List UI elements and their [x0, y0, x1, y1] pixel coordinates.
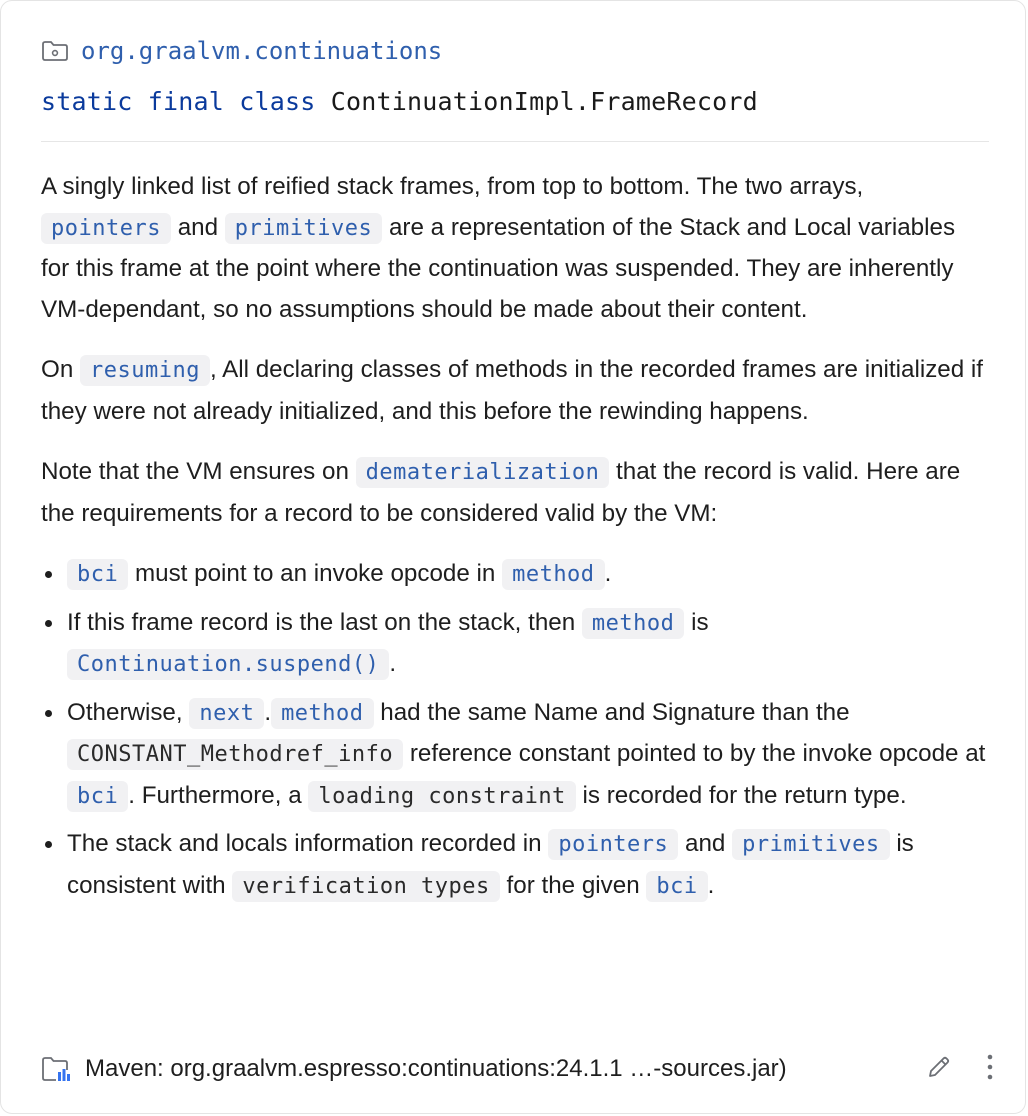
code-link-next[interactable]: next — [189, 698, 264, 729]
more-vertical-icon — [986, 1053, 994, 1086]
code-verification-types: verification types — [232, 871, 499, 902]
text: . — [707, 871, 715, 899]
code-link-primitives[interactable]: primitives — [225, 213, 382, 244]
code-link-bci[interactable]: bci — [646, 871, 707, 902]
text: The stack and locals information recorded in — [67, 830, 542, 857]
code-link-method[interactable]: method — [502, 559, 604, 590]
text: , All declaring classes of methods in the recorded frames are initialized if they were not already initialized, and this before the rewinding happens. — [41, 356, 984, 425]
text: is — [691, 608, 709, 636]
text: for the given — [506, 871, 640, 899]
list-item — [41, 824, 989, 907]
more-options-button[interactable] — [975, 1051, 1005, 1087]
text: Note that the VM ensures on — [41, 458, 349, 485]
text: reference constant pointed to by the invoke opcode at — [409, 740, 986, 767]
doc-paragraph-1 — [41, 167, 989, 330]
text: and — [685, 830, 726, 857]
text: Otherwise, — [67, 698, 183, 726]
doc-paragraph-3 — [41, 452, 989, 534]
requirements-list — [41, 554, 989, 907]
text: On — [41, 356, 74, 383]
text: . Furthermore, a — [128, 781, 302, 809]
text: that the record is valid. Here are the requirements for a record to be considered valid by the VM: — [41, 458, 961, 527]
edit-source-button[interactable] — [923, 1053, 955, 1085]
header-divider — [41, 141, 989, 142]
code-constant-methodref-info: CONSTANT_Methodref_info — [67, 739, 403, 770]
list-item — [41, 554, 989, 596]
code-link-bci[interactable]: bci — [67, 781, 128, 812]
code-link-bci[interactable]: bci — [67, 559, 128, 590]
text: had the same Name and Signature than the — [380, 698, 850, 726]
library-jar-icon — [41, 1054, 73, 1084]
package-row — [41, 33, 442, 69]
package-link[interactable]: org.graalvm.continuations — [81, 37, 443, 65]
text: is recorded for the return type. — [582, 781, 907, 809]
code-link-pointers[interactable]: pointers — [548, 829, 678, 860]
code-link-dematerialization[interactable]: dematerialization — [356, 457, 610, 488]
code-link-method[interactable]: method — [271, 698, 373, 729]
class-signature — [41, 87, 758, 116]
library-label: Maven: org.graalvm.espresso:continuations:24.1.1 …-sources.jar) — [85, 1055, 787, 1082]
text: . — [604, 560, 612, 587]
code-link-primitives[interactable]: primitives — [732, 829, 889, 860]
text: is consistent with — [67, 830, 914, 899]
doc-paragraph-2 — [41, 350, 989, 432]
text: A singly linked list of reified stack frames, from top to bottom. The two arrays, — [41, 173, 864, 200]
text: If this frame record is the last on the stack, then — [67, 608, 576, 636]
code-link-continuation-suspend[interactable]: Continuation.suspend() — [67, 649, 389, 680]
code-link-method[interactable]: method — [582, 608, 684, 639]
text: . — [389, 650, 397, 677]
list-item — [41, 693, 989, 818]
doc-body — [41, 167, 989, 914]
code-link-pointers[interactable]: pointers — [41, 213, 171, 244]
folder-package-icon — [41, 39, 71, 63]
text: . — [264, 698, 272, 726]
signature-keywords: static final class — [41, 87, 316, 116]
text: must point to an invoke opcode in — [134, 560, 496, 587]
code-link-resuming[interactable]: resuming — [80, 355, 210, 386]
text: are a representation of the Stack and Local variables for this frame at the point where the continuation was suspended. They are inherently VM-dependant, so no assumptions should be made about their content. — [41, 213, 956, 323]
text: and — [177, 213, 219, 241]
pencil-icon — [926, 1054, 952, 1085]
list-item — [41, 603, 989, 686]
class-name: ContinuationImpl.FrameRecord — [330, 87, 758, 116]
library-footer — [41, 1049, 787, 1089]
code-loading-constraint: loading constraint — [308, 781, 575, 812]
